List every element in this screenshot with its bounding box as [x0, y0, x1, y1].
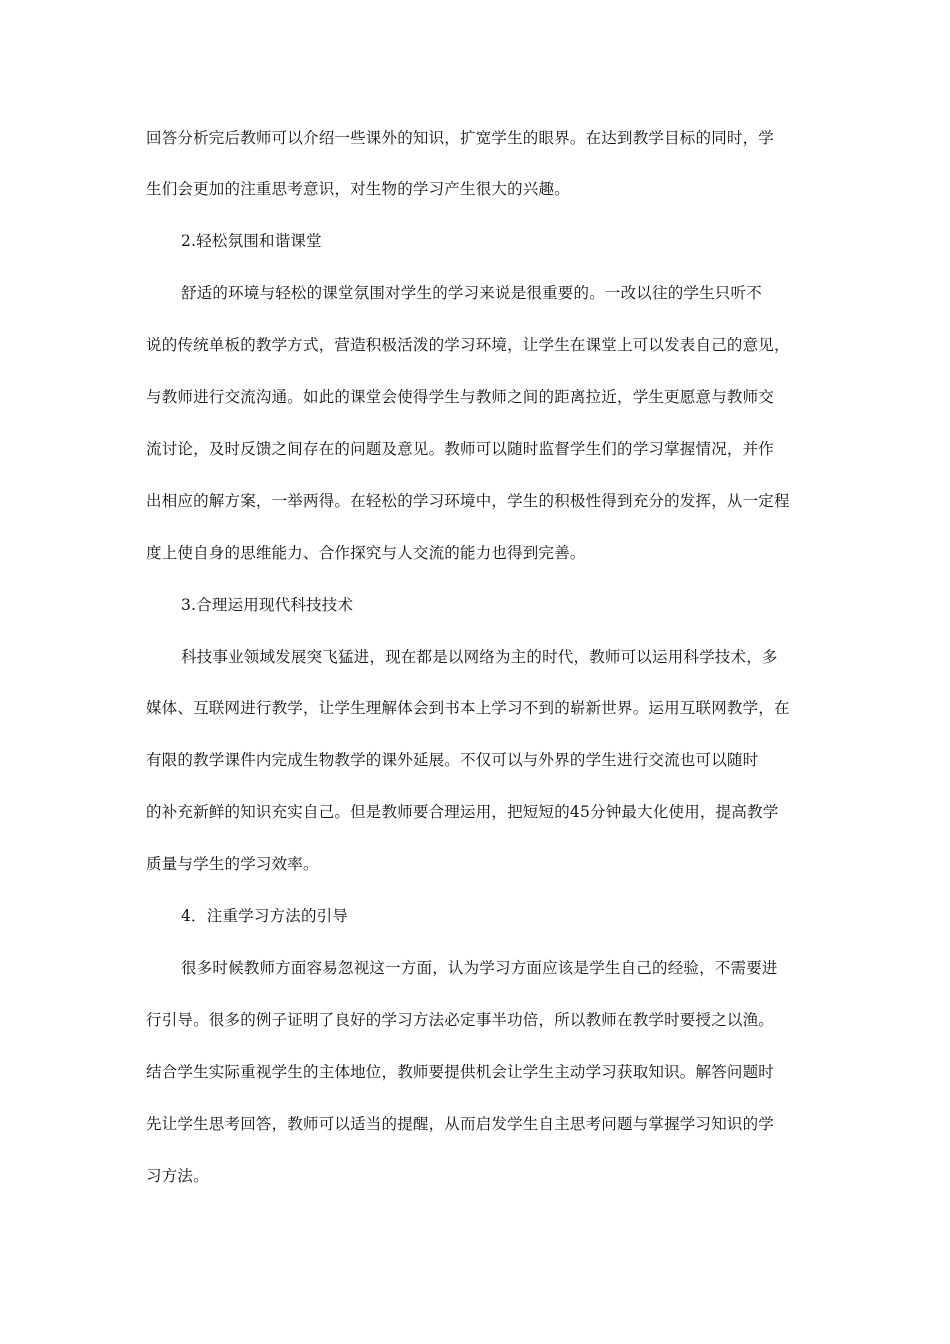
- paragraph-line: 与教师进行交流沟通。如此的课堂会使得学生与教师之间的距离拉近，学生更愿意与教师交: [146, 388, 775, 406]
- paragraph-line: 的补充新鲜的知识充实自己。但是教师要合理运用，把短短的45分钟最大化使用，提高教学: [146, 803, 779, 821]
- paragraph-line: 流讨论，及时反馈之间存在的问题及意见。教师可以随时监督学生们的学习掌握情况，并作: [146, 440, 775, 458]
- paragraph-line: 很多时候教师方面容易忽视这一方面，认为学习方面应该是学生自己的经验，不需要进: [181, 959, 778, 977]
- paragraph-line: 结合学生实际重视学生的主体地位，教师要提供机会让学生主动学习获取知识。解答问题时: [146, 1063, 775, 1081]
- paragraph-line: 出相应的解方案，一举两得。在轻松的学习环境中，学生的积极性得到充分的发挥，从一定程: [146, 492, 790, 510]
- paragraph-line: 回答分析完后教师可以介绍一些课外的知识，扩宽学生的眼界。在达到教学目标的同时，学: [146, 129, 775, 147]
- paragraph-line: 有限的教学课件内完成生物教学的课外延展。不仅可以与外界的学生进行交流也可以随时: [146, 751, 759, 769]
- section-heading: 3.合理运用现代科技技术: [181, 596, 354, 614]
- paragraph-line: 先让学生思考回答，教师可以适当的提醒，从而启发学生自主思考问题与掌握学习知识的学: [146, 1115, 775, 1133]
- paragraph-line: 说的传统单板的教学方式，营造积极活泼的学习环境，让学生在课堂上可以发表自己的意见，: [146, 336, 790, 354]
- paragraph-line: 度上使自身的思维能力、合作探究与人交流的能力也得到完善。: [146, 544, 586, 562]
- paragraph-line: 媒体、互联网进行教学，让学生理解体会到书本上学习不到的崭新世界。运用互联网教学，在: [146, 699, 790, 717]
- section-heading: 2.轻松氛围和谐课堂: [181, 232, 322, 250]
- paragraph-line: 科技事业领域发展突飞猛进，现在都是以网络为主的时代，教师可以运用科学技术，多: [181, 648, 778, 666]
- paragraph-line: 生们会更加的注重思考意识，对生物的学习产生很大的兴趣。: [146, 180, 570, 198]
- paragraph-line: 行引导。很多的例子证明了良好的学习方法必定事半功倍，所以教师在教学时要授之以渔。: [146, 1011, 775, 1029]
- paragraph-line: 习方法。: [146, 1167, 209, 1185]
- paragraph-line: 质量与学生的学习效率。: [146, 855, 319, 873]
- section-heading: 4．注重学习方法的引导: [181, 907, 349, 925]
- paragraph-line: 舒适的环境与轻松的课堂氛围对学生的学习来说是很重要的。一改以往的学生只听不: [181, 284, 762, 302]
